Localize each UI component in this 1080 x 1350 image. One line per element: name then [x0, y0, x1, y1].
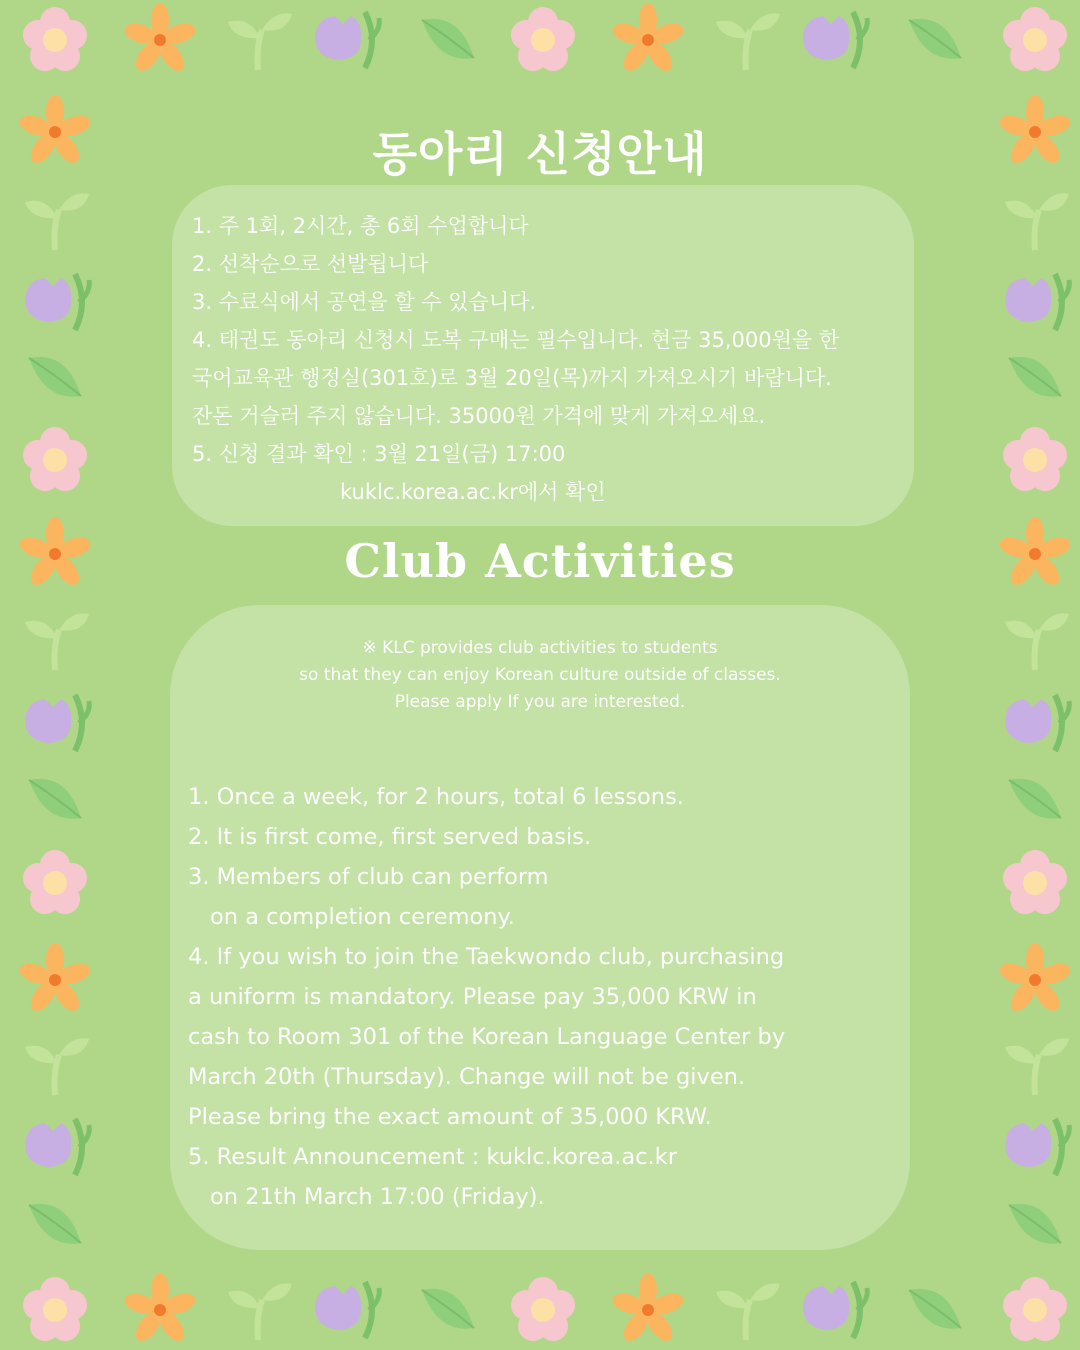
leaf-icon [995, 338, 1075, 418]
english-title: Club Activities [344, 534, 736, 588]
tulip-icon [793, 0, 873, 80]
korean-rules-list [192, 207, 902, 511]
pink-flower-icon [995, 0, 1075, 80]
orange-flower-icon [608, 0, 688, 80]
intro-line: Please apply If you are interested. [394, 692, 686, 712]
korean-rule-item: 잔돈 거슬러 주지 않습니다. 35000원 가격에 맞게 가져오세요. [192, 404, 766, 428]
english-rule-item: 4. If you wish to join the Taekwondo club, purchasing [188, 944, 785, 970]
korean-rule-item: 2. 선착순으로 선발됩니다 [192, 252, 429, 276]
orange-flower-icon [120, 0, 200, 80]
leaf-icon [15, 338, 95, 418]
sprout-icon [15, 600, 95, 680]
tulip-icon [995, 262, 1075, 342]
korean-rule-item: 1. 주 1회, 2시간, 총 6회 수업합니다 [192, 214, 529, 238]
tulip-icon [305, 0, 385, 80]
english-info-panel [170, 605, 910, 1250]
tulip-icon [15, 262, 95, 342]
sprout-icon [218, 0, 298, 80]
pink-flower-icon [503, 1270, 583, 1350]
english-rule-item: 5. Result Announcement : kuklc.korea.ac.kr [188, 1144, 677, 1170]
korean-rule-item: 5. 신청 결과 확인 : 3월 21일(금) 17:00 [192, 442, 566, 466]
sprout-icon [995, 600, 1075, 680]
orange-flower-icon [995, 940, 1075, 1020]
orange-flower-icon [608, 1270, 688, 1350]
korean-rule-item: 4. 태권도 동아리 신청시 도복 구매는 필수입니다. 현금 35,000원을 한 [192, 328, 840, 352]
korean-info-panel [172, 185, 914, 526]
pink-flower-icon [503, 0, 583, 80]
korean-rule-item: 국어교육관 행정실(301호)로 3월 20일(목)까지 가져오시기 바랍니다. [192, 366, 832, 390]
tulip-icon [995, 683, 1075, 763]
tulip-icon [995, 1107, 1075, 1187]
sprout-icon [15, 180, 95, 260]
pink-flower-icon [995, 420, 1075, 500]
english-rule-item: March 20th (Thursday). Change will not be given. [188, 1064, 746, 1090]
leaf-icon [408, 1270, 488, 1350]
english-rule-item: 2. It is first come, first served basis. [188, 824, 592, 850]
leaf-icon [895, 0, 975, 80]
tulip-icon [793, 1270, 873, 1350]
leaf-icon [408, 0, 488, 80]
english-rule-item: 1. Once a week, for 2 hours, total 6 lessons. [188, 784, 684, 810]
english-rule-item: a uniform is mandatory. Please pay 35,000 KRW in [188, 984, 757, 1010]
intro-line: ※ KLC provides club activities to students [362, 638, 718, 658]
sprout-icon [995, 180, 1075, 260]
leaf-icon [995, 1185, 1075, 1265]
orange-flower-icon [15, 940, 95, 1020]
leaf-icon [995, 760, 1075, 840]
leaf-icon [15, 1185, 95, 1265]
pink-flower-icon [15, 0, 95, 80]
pink-flower-icon [15, 1270, 95, 1350]
pink-flower-icon [15, 420, 95, 500]
sprout-icon [706, 0, 786, 80]
tulip-icon [305, 1270, 385, 1350]
korean-rule-item: 3. 수료식에서 공연을 할 수 있습니다. [192, 290, 537, 314]
english-rule-item: 3. Members of club can perform [188, 864, 549, 890]
intro-line: so that they can enjoy Korean culture outside of classes. [299, 665, 781, 685]
pink-flower-icon [15, 843, 95, 923]
korean-result-url: kuklc.korea.ac.kr에서 확인 [340, 480, 606, 504]
orange-flower-icon [120, 1270, 200, 1350]
sprout-icon [706, 1270, 786, 1350]
pink-flower-icon [995, 1270, 1075, 1350]
tulip-icon [15, 1107, 95, 1187]
english-rule-item: on a completion ceremony. [210, 904, 515, 930]
sprout-icon [15, 1025, 95, 1105]
leaf-icon [15, 760, 95, 840]
leaf-icon [895, 1270, 975, 1350]
english-intro [170, 635, 910, 716]
korean-title: 동아리 신청안내 [372, 127, 708, 181]
sprout-icon [218, 1270, 298, 1350]
english-rule-item: Please bring the exact amount of 35,000 KRW. [188, 1104, 712, 1130]
sprout-icon [995, 1025, 1075, 1105]
english-rule-item: cash to Room 301 of the Korean Language Center by [188, 1024, 786, 1050]
tulip-icon [15, 683, 95, 763]
english-rules-list [188, 777, 903, 1217]
english-result-date: on 21th March 17:00 (Friday). [210, 1184, 545, 1210]
pink-flower-icon [995, 843, 1075, 923]
